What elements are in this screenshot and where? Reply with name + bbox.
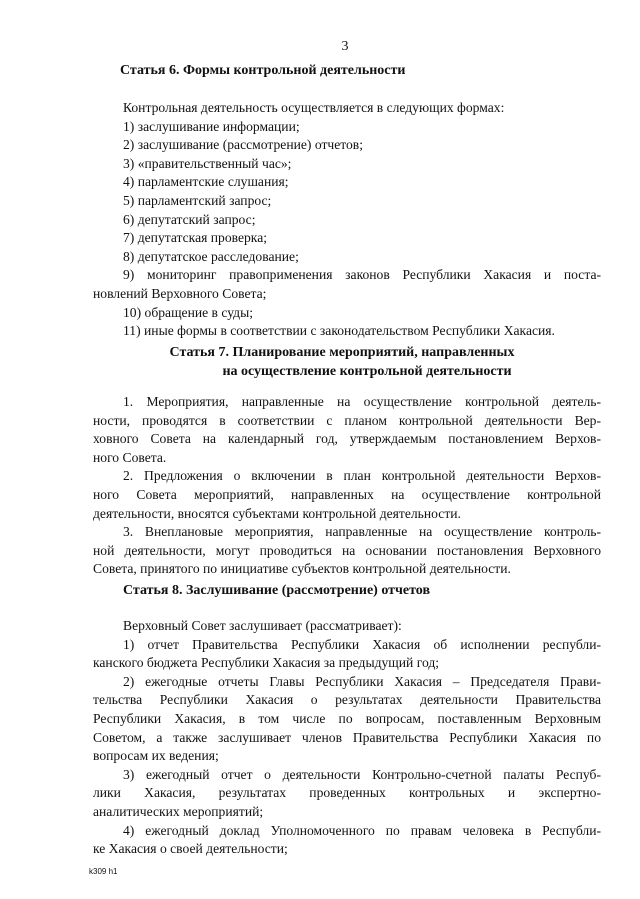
text-line: ности, проводятся в соответствии с планом контрольной деятельности Вер- bbox=[93, 412, 601, 428]
text-line: Верховный Совет заслушивает (рассматривает): bbox=[123, 618, 402, 633]
list-item: 7) депутатская проверка; bbox=[123, 230, 268, 246]
page-number: 3 bbox=[341, 39, 349, 54]
text-line: Республики Хакасия, в том числе по вопросам, поставленным Верховным bbox=[93, 710, 601, 726]
article-6-body bbox=[93, 99, 601, 341]
text-line: тельства Республики Хакасия о результатах деятельности Правительства bbox=[93, 692, 601, 708]
text-line: 4) ежегодный доклад Уполномоченного по правам человека в Республи- bbox=[123, 822, 601, 838]
article-7-heading bbox=[93, 344, 601, 381]
text-line: вопросам их ведения; bbox=[93, 748, 219, 764]
text-line: 2. Предложения о включении в план контрольной деятельности Верхов- bbox=[123, 468, 601, 484]
text-line: деятельности, вносятся субъектами контрольной деятельности. bbox=[93, 505, 461, 521]
list-item-continuation: новлений Верховного Совета; bbox=[93, 285, 267, 301]
article-7-heading-line-2: на осуществление контрольной деятельности bbox=[222, 363, 512, 379]
text-line: канского бюджета Республики Хакасия за предыдущий год; bbox=[93, 655, 440, 671]
list-item: 3) «правительственный час»; bbox=[123, 155, 292, 171]
footer-code: k309 h1 bbox=[89, 867, 118, 876]
list-item: 4) парламентские слушания; bbox=[123, 174, 289, 190]
text-line: ховного Совета на календарный год, утверждаемым постановлением Верхов- bbox=[93, 431, 601, 447]
article-7-heading-line-1: Статья 7. Планирование мероприятий, направленных bbox=[169, 345, 515, 360]
text-line: лики Хакасия, результатах проведенных контрольных и экспертно- bbox=[93, 785, 601, 801]
article-6-heading: Статья 6. Формы контрольной деятельности bbox=[120, 63, 406, 78]
list-item: 6) депутатский запрос; bbox=[123, 211, 256, 227]
text-line: 1. Мероприятия, направленные на осуществление контрольной деятель- bbox=[123, 394, 601, 409]
text-line: Совета, принятого по инициативе субъектов контрольной деятельности. bbox=[93, 561, 511, 577]
article-8-heading: Статья 8. Заслушивание (рассмотрение) отчетов bbox=[123, 583, 431, 598]
list-item: 8) депутатское расследование; bbox=[123, 248, 299, 264]
text-line: аналитических мероприятий; bbox=[93, 803, 264, 819]
list-item: 11) иные формы в соответствии с законодательством Республики Хакасия. bbox=[123, 323, 555, 339]
list-item: 2) заслушивание (рассмотрение) отчетов; bbox=[123, 137, 364, 153]
list-item: 1) заслушивание информации; bbox=[123, 118, 300, 134]
text-line: ного Совета. bbox=[93, 449, 167, 465]
list-item: 5) парламентский запрос; bbox=[123, 192, 272, 208]
article-8-body bbox=[93, 617, 601, 859]
text-line: 2) ежегодные отчеты Главы Республики Хакасия – Председателя Прави- bbox=[123, 673, 601, 689]
text-line: 1) отчет Правительства Республики Хакасия об исполнении республи- bbox=[123, 636, 601, 652]
list-item: 10) обращение в суды; bbox=[123, 304, 253, 320]
text-line: 3) ежегодный отчет о деятельности Контрольно-счетной палаты Респуб- bbox=[123, 766, 601, 782]
text-line: ке Хакасия о своей деятельности; bbox=[93, 841, 288, 857]
text-line: Советом, а также заслушивает членов Правительства Республики Хакасия по bbox=[93, 729, 601, 745]
list-item: 9) мониторинг правоприменения законов Республики Хакасия и поста- bbox=[123, 267, 601, 283]
article-7-body bbox=[93, 393, 601, 579]
text-line: 3. Внеплановые мероприятия, направленные на осуществление контроль- bbox=[123, 524, 601, 540]
article-6-intro: Контрольная деятельность осуществляется в следующих формах: bbox=[123, 100, 505, 115]
text-line: ной деятельности, могут проводиться на основании постановления Верховного bbox=[93, 542, 601, 558]
text-line: ного Совета мероприятий, направленных на осуществление контрольной bbox=[93, 486, 601, 502]
